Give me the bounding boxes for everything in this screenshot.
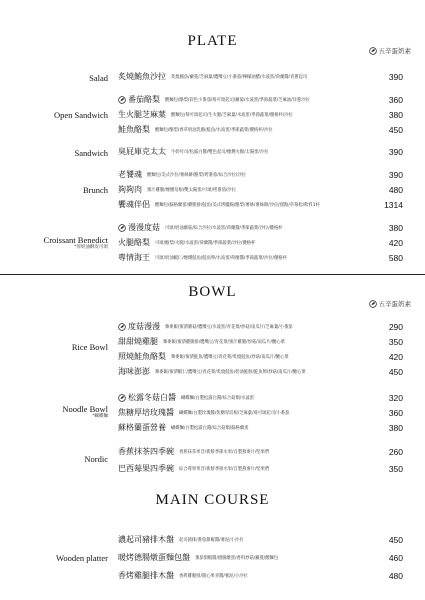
- dish-name: 度菇漫漫: [128, 322, 160, 331]
- dish-description: 酸麵包/蘇格蘭蛋/雞腿排/鮭魚/美式烤臘腸/酪梨/薯條/薯絲餅/沙拉/甜點/草莓松/飲料1杯: [155, 202, 320, 208]
- dish-price: 360: [388, 408, 403, 418]
- menu-item: [118, 145, 403, 158]
- vegetarian-icon: [118, 224, 126, 232]
- dish-name: 香蕉抹茶四季碗: [118, 447, 174, 456]
- vegetarian-badge-label: 五辛蛋奶素: [378, 47, 411, 55]
- dish-name: 松露冬菇白醬: [128, 393, 176, 402]
- vegetarian-icon: [118, 323, 126, 331]
- menu-item: [118, 569, 403, 582]
- dish-name: 濃起司豬排木盤: [118, 535, 174, 544]
- dish-price: 390: [388, 170, 403, 180]
- dish-name: 老饕魂: [118, 170, 142, 179]
- menu-item: [118, 551, 403, 564]
- dish-price: 1314: [384, 200, 403, 210]
- dish-description: 牛奶吐司/松露白醬/雙色起司/煙燻火腿/太陽蛋/沙拉: [171, 149, 269, 155]
- category-wooden-platter: Wooden platter: [56, 553, 108, 563]
- dish-price: 460: [388, 553, 403, 563]
- menu-item: [118, 221, 403, 234]
- menu-item: [118, 251, 403, 264]
- dish-name: 炙燒鮪魚沙拉: [118, 72, 166, 81]
- dish-price: 390: [388, 147, 403, 157]
- menu-item: [118, 335, 403, 348]
- menu-item: [118, 350, 403, 363]
- menu-item: [118, 168, 403, 181]
- menu-item: [118, 445, 403, 458]
- dish-price: 380: [388, 223, 403, 233]
- menu-item: [118, 391, 403, 404]
- menu-item: [118, 421, 403, 434]
- dish-name: 番茄酪梨: [128, 95, 160, 104]
- section-title-bowl: BOWL: [188, 284, 237, 300]
- vegetarian-icon: [118, 394, 126, 402]
- dish-description: 蝴蝶麵/白製松露白醬/綜合菇類/蘇格蘭蛋: [171, 425, 249, 431]
- dish-description: 可頌/奶油蘑菇/綜合沙拉/水波蛋/荷蘭醬/季節蔬菜/沙拉/優格杯: [165, 225, 283, 231]
- category-note: *蝴蝶麵: [92, 414, 108, 419]
- dish-price: 420: [388, 352, 403, 362]
- section-title-plate: PLATE: [187, 33, 238, 49]
- menu-item: [118, 320, 403, 333]
- menu-item: [118, 93, 403, 106]
- dish-name: 夠夠肉: [118, 185, 142, 194]
- dish-name: 生火腿芝麻葉: [118, 110, 166, 119]
- menu-item: [118, 123, 403, 136]
- dish-name: 臭屁庫克太太: [118, 147, 166, 156]
- dish-price: 420: [388, 238, 403, 248]
- category-brunch: Brunch: [82, 185, 108, 195]
- category-sandwich: Sandwich: [74, 148, 108, 158]
- dish-price: 450: [388, 125, 403, 135]
- dish-name: 火腿酪梨: [118, 238, 150, 247]
- dish-price: 290: [388, 322, 403, 332]
- category-label: Noodle Bowl: [62, 404, 108, 414]
- menu-item: [118, 70, 403, 83]
- category-nordic: Nordic: [84, 454, 108, 464]
- dish-price: 450: [388, 367, 403, 377]
- dish-description: 可頌/酪梨/火腿/水波蛋/荷蘭醬/季節蔬菜/沙拉/優格杯: [155, 240, 256, 246]
- menu-item: [118, 236, 403, 249]
- dish-name: 漫漫度菇: [128, 223, 160, 232]
- dish-description: 蝴蝶麵/白製玫瑰醬/焦糖厚培根/芝麻葉/莓可頌起司/小番茄: [179, 410, 290, 416]
- dish-description: 香烤雞腿排/開心果青醬/薯泥/小沙拉: [179, 573, 248, 579]
- dish-name: 香烤雞腿排木盤: [118, 571, 174, 580]
- dish-price: 580: [388, 253, 403, 263]
- dish-name: 暖烤德腸燉蛋麵包盤: [118, 553, 190, 562]
- dish-name: 照燒鮭魚酪梨: [118, 352, 166, 361]
- dish-price: 450: [388, 535, 403, 545]
- dish-description: 酸麵包/美式沙拉/薯絲餅/酪梨/烤番茄/綜合沙拉/沙拉: [147, 172, 246, 178]
- vegetarian-icon: [369, 300, 377, 308]
- dish-price: 380: [388, 110, 403, 120]
- dish-description: 可頌/奶油蝦仁/煙燻鮭魚/鮭魚卵/水波蛋/荷蘭醬/季節蔬菜/沙拉/優格杯: [155, 255, 287, 261]
- vegetarian-badge: [369, 299, 412, 308]
- dish-price: 360: [388, 95, 403, 105]
- vegetarian-badge-label: 五辛蛋奶素: [378, 300, 411, 308]
- vegetarian-badge: [369, 46, 412, 55]
- category-noodle-bowl: [0, 404, 108, 420]
- dish-description: 香蕉抹茶果昔/新鮮季節水果/自製燕麥片/堅果們: [179, 449, 270, 455]
- dish-price: 390: [388, 72, 403, 82]
- category-croissant-benedict: [0, 235, 108, 251]
- dish-name: 巴西莓果四季碗: [118, 464, 174, 473]
- dish-price: 480: [388, 571, 403, 581]
- dish-description: 酸麵包/莓可頌起司/生火腿/芝麻葉/水波蛋/季節蔬菜/優格杯/沙拉: [171, 112, 293, 118]
- dish-name: 甜甜燒雞腿: [118, 337, 158, 346]
- dish-description: 蝴蝶麵/白製松露白醬/綜合菇類/水波蛋: [181, 395, 255, 401]
- menu-item: [118, 108, 403, 121]
- menu-item: [118, 198, 403, 211]
- dish-price: 320: [388, 393, 403, 403]
- dish-price: 350: [388, 337, 403, 347]
- menu-item: [118, 533, 403, 546]
- dish-name: 鮭魚酪梨: [118, 125, 150, 134]
- dish-description: 藜麥飯/蜜漬蝦仁/鷹嘴豆/青花菜/炙燒鮭魚/奶油鮭鮮/鮭魚卵/炒菇/南瓜片/醃心菜: [155, 369, 306, 375]
- dish-description: 藜麥飯/蜜漬雞腿排/鷹嘴豆/青花菜/蜜汁雞腿/炒菇/南瓜片/醃心菜: [163, 339, 285, 345]
- dish-description: 藜麥飯/蜜漬蘑菇/鷹嘴豆/水波蛋/青花菜/炒菇/南瓜片/芝麻葉/小番茄: [165, 324, 293, 330]
- vegetarian-icon: [369, 47, 377, 55]
- dish-description: 酸麵包/酪梨/彩色小番茄/莓可頌起司/蘿蔔/水波蛋/季節蔬菜/芝麻油/洋蔥沙拉: [165, 97, 310, 103]
- dish-description: 起司豬排/番茄甜椒醬/薯泥/小沙拉: [179, 537, 244, 543]
- menu-item: [118, 406, 403, 419]
- vegetarian-icon: [118, 96, 126, 104]
- menu-item: [118, 183, 403, 196]
- category-note: *厚奶油酥皮可頌: [74, 245, 108, 250]
- category-label: Croissant Benedict: [43, 235, 108, 245]
- category-salad: Salad: [89, 73, 108, 83]
- dish-price: 350: [388, 464, 403, 474]
- section-divider: [0, 274, 425, 275]
- section-title-main-course: MAIN COURSE: [155, 492, 270, 508]
- dish-name: 海味澎澎: [118, 367, 150, 376]
- dish-price: 380: [388, 423, 403, 433]
- dish-description: 炙燒鮪魚/蘿蔓/芝麻葉/鷹嘴豆/小番茄/檸檬油醋/水波蛋/荷蘭醬/青蔥起司: [171, 74, 308, 80]
- dish-description: 酸麵包/酪梨/香草奶油乳酪/鮭魚/水波蛋/季節蔬菜/優格杯/沙拉: [155, 127, 273, 133]
- dish-name: 饗魂伴侶: [118, 200, 150, 209]
- dish-name: 蘇格蘭蛋營養: [118, 423, 166, 432]
- menu-item: [118, 462, 403, 475]
- dish-price: 260: [388, 447, 403, 457]
- dish-description: 蜜汁雞腿/煙燻培根/雙太陽蛋/可頌/烤番茄/沙拉: [147, 187, 236, 193]
- dish-name: 焦糖厚培玫瑰醬: [118, 408, 174, 417]
- menu-item: [118, 365, 403, 378]
- category-rice-bowl: Rice Bowl: [71, 342, 108, 352]
- dish-name: 專情海王: [118, 253, 150, 262]
- dish-price: 480: [388, 185, 403, 195]
- dish-description: 綜合莓果果昔/新鮮季節水果/自製燕麥片/堅果們: [179, 466, 270, 472]
- category-open-sandwich: Open Sandwich: [53, 110, 108, 120]
- dish-description: 藜麥飯/蜜漬鮭魚/鷹嘴豆/青花菜/炙燒鮭魚/炒菇/南瓜片/醃心菜: [171, 354, 289, 360]
- dish-description: 番茄甜椒醬/德腸燉蛋/香料炒菇/蘿蔓/酸麵包: [195, 555, 279, 561]
